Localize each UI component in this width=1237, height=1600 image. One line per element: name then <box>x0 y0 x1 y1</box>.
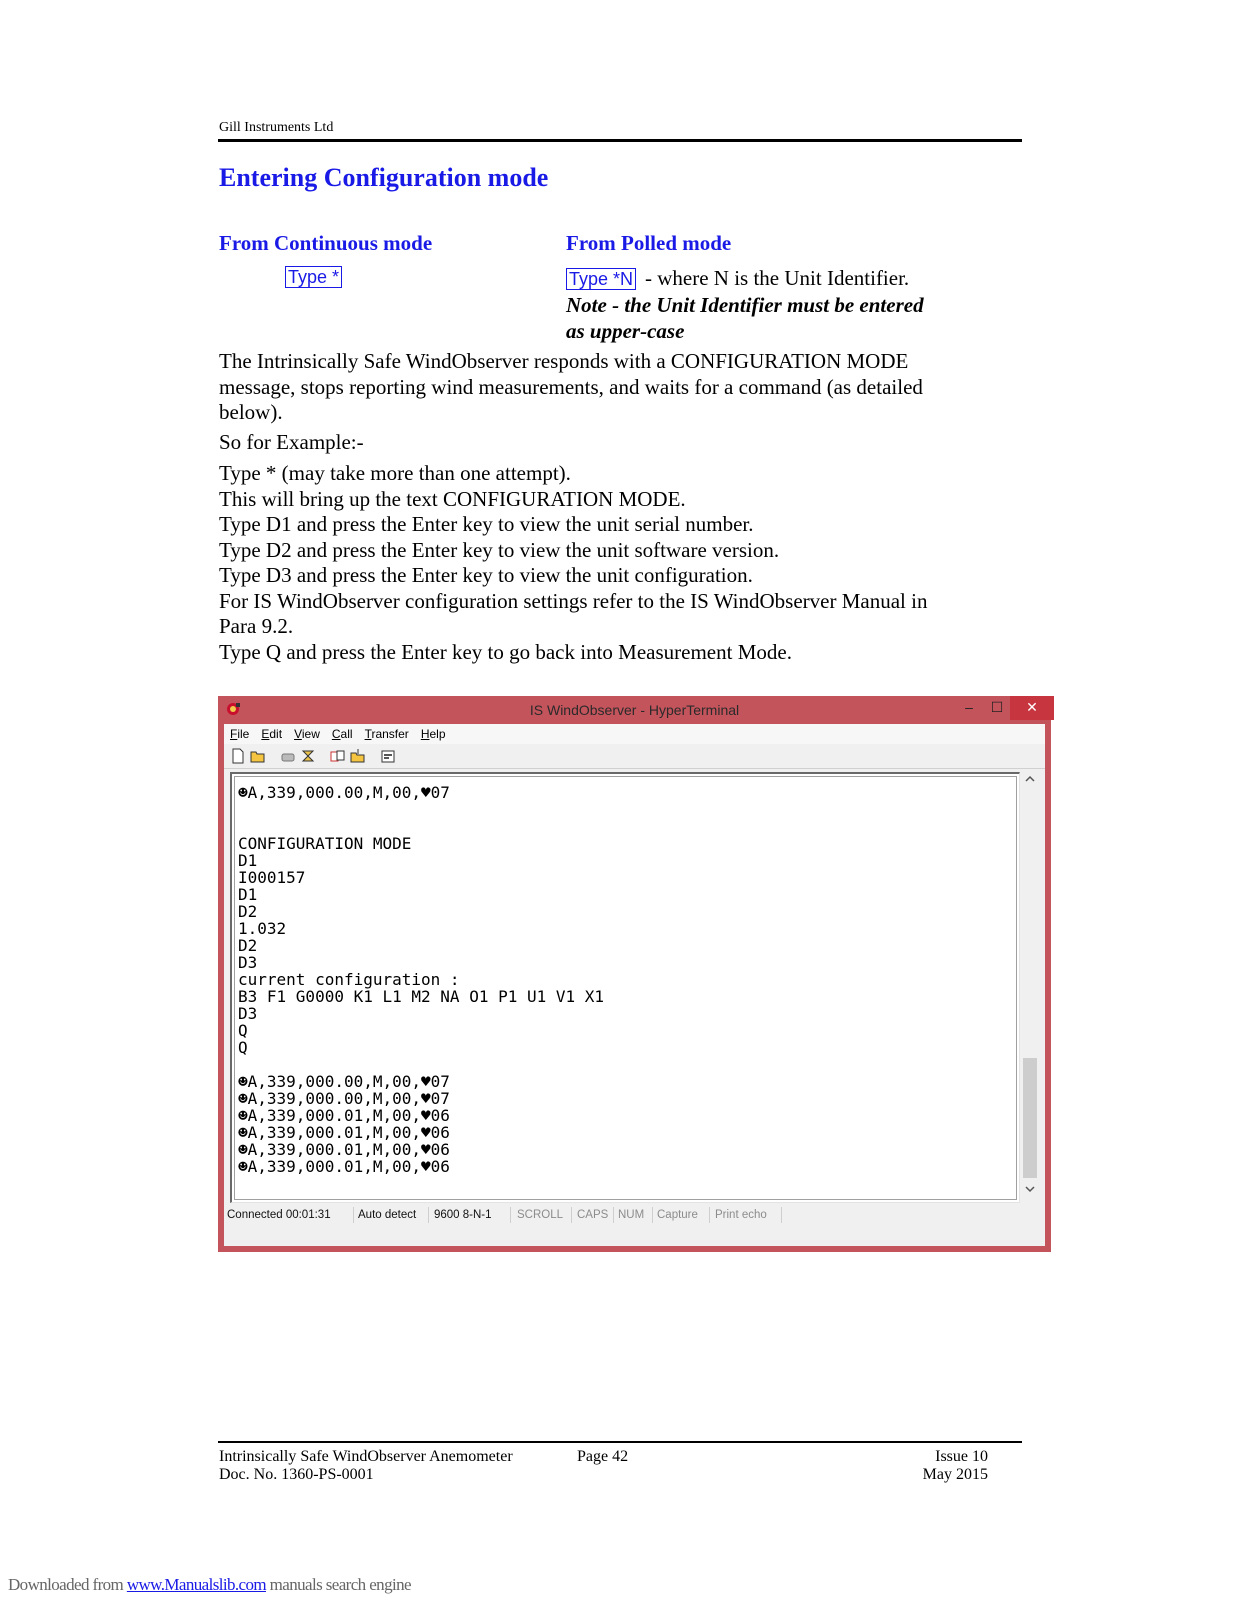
maximize-button[interactable]: ☐ <box>990 699 1004 715</box>
terminal-line <box>238 801 604 818</box>
terminal-line <box>238 818 604 835</box>
window-client-area <box>224 724 1045 1246</box>
footer-product: Intrinsically Safe WindObserver Anemometer <box>219 1448 513 1465</box>
terminal-line: ☻A,339,000.01,M,00,♥06 <box>238 1157 450 1176</box>
example-intro: So for Example:- <box>219 430 364 454</box>
new-icon[interactable] <box>230 748 246 764</box>
step-line: Type D3 and press the Enter key to view the unit configuration. <box>219 563 753 587</box>
header-company: Gill Instruments Ltd <box>219 120 334 135</box>
terminal-line: Q <box>238 1038 248 1057</box>
continuous-heading: From Continuous mode <box>219 231 433 255</box>
step-line: For IS WindObserver configuration settings refer to the IS WindObserver Manual in <box>219 588 928 613</box>
step-line: Para 9.2. <box>219 614 294 638</box>
menu-view[interactable]: View <box>294 727 320 741</box>
steps-list <box>219 461 1019 665</box>
terminal-line: Q <box>238 1021 248 1040</box>
intro-line: The Intrinsically Safe WindObserver responds with a CONFIGURATION MODE <box>219 349 909 373</box>
terminal-line: ☻A,339,000.01,M,00,♥06 <box>238 1123 450 1142</box>
status-connected: Connected 00:01:31 <box>224 1207 354 1223</box>
terminal-line: ☻A,339,000.00,M,00,♥07 <box>238 1089 450 1108</box>
hyperterminal-window <box>218 696 1051 1252</box>
connect-icon[interactable] <box>300 748 316 764</box>
open-icon[interactable] <box>250 748 266 764</box>
polled-command: Type *N <box>566 268 636 290</box>
menu-help[interactable]: Help <box>420 727 446 741</box>
footer-doc-number: Doc. No. 1360-PS-0001 <box>219 1466 374 1483</box>
menu-edit[interactable]: Edit <box>261 727 283 741</box>
continuous-command: Type * <box>285 266 342 288</box>
status-detect: Auto detect <box>355 1207 429 1223</box>
menu-file[interactable]: File <box>230 727 250 741</box>
properties-icon[interactable] <box>380 748 396 764</box>
status-print-echo: Print echo <box>712 1207 782 1223</box>
status-bar <box>224 1204 1045 1226</box>
terminal-line: ☻A,339,000.01,M,00,♥06 <box>238 1106 450 1125</box>
terminal-line: ☻A,339,000.01,M,00,♥06 <box>238 1140 450 1159</box>
terminal-line: CONFIGURATION MODE <box>238 834 412 853</box>
terminal-line: ☻A,339,000.00,M,00,♥07 <box>238 783 450 802</box>
intro-line: message, stops reporting wind measurements, and waits for a command (as detailed <box>219 374 923 399</box>
toolbar <box>224 744 1045 769</box>
page-title: Entering Configuration mode <box>219 163 549 192</box>
terminal-line: D1 <box>238 851 258 870</box>
download-notice: Downloaded from www.Manualslib.com manuals search engine <box>8 1575 411 1594</box>
terminal-display[interactable] <box>230 772 1020 1203</box>
step-line: Type * (may take more than one attempt). <box>219 461 571 485</box>
terminal-line: 1.032 <box>238 919 287 938</box>
status-num: NUM <box>615 1207 653 1223</box>
terminal-output <box>238 784 604 1175</box>
footer-date: May 2015 <box>922 1466 988 1483</box>
intro-paragraph <box>219 349 1019 426</box>
terminal-line: B3 F1 G0000 K1 L1 M2 NA O1 P1 U1 V1 X1 <box>238 987 605 1006</box>
scrollbar-thumb[interactable] <box>1023 1058 1037 1178</box>
terminal-line <box>238 1056 604 1073</box>
terminal-line: D3 <box>238 953 258 972</box>
vertical-scrollbar[interactable] <box>1021 772 1039 1200</box>
window-title: IS WindObserver - HyperTerminal <box>529 702 740 718</box>
step-line: This will bring up the text CONFIGURATION MODE. <box>219 486 686 511</box>
disconnect-icon[interactable] <box>280 748 296 764</box>
terminal-line: current configuration : <box>238 970 460 989</box>
close-button[interactable]: ✕ <box>1010 696 1054 720</box>
status-caps: CAPS <box>574 1207 614 1223</box>
minimize-button[interactable]: – <box>965 699 973 715</box>
menu-call[interactable]: Call <box>331 727 353 741</box>
menu-transfer[interactable]: Transfer <box>364 727 409 741</box>
send-icon[interactable] <box>330 748 346 764</box>
scroll-down-icon[interactable] <box>1021 1182 1039 1200</box>
receive-icon[interactable] <box>350 748 366 764</box>
intro-line: below). <box>219 400 283 424</box>
scroll-up-icon[interactable] <box>1021 772 1039 790</box>
manualslib-link[interactable]: www.Manualslib.com <box>126 1575 267 1594</box>
polled-note-line1: Note - the Unit Identifier must be entered <box>566 293 924 317</box>
footer-rule <box>218 1441 1022 1443</box>
footer-issue: Issue 10 <box>935 1448 988 1465</box>
terminal-line: I000157 <box>238 868 306 887</box>
terminal-line: ☻A,339,000.00,M,00,♥07 <box>238 1072 450 1091</box>
header-rule <box>218 139 1022 142</box>
polled-description: - where N is the Unit Identifier. <box>645 266 910 290</box>
step-line: Type D2 and press the Enter key to view the unit software version. <box>219 537 780 562</box>
polled-note-line2: as upper-case <box>566 319 685 343</box>
step-line: Type Q and press the Enter key to go back into Measurement Mode. <box>219 639 792 664</box>
status-settings: 9600 8-N-1 <box>431 1207 511 1223</box>
terminal-line: D2 <box>238 936 258 955</box>
terminal-line: D3 <box>238 1004 258 1023</box>
status-capture: Capture <box>654 1207 710 1223</box>
footer-page-number: Page 42 <box>577 1448 629 1465</box>
step-line: Type D1 and press the Enter key to view the unit serial number. <box>219 512 754 536</box>
window-titlebar[interactable] <box>218 696 1051 724</box>
terminal-line: D2 <box>238 902 258 921</box>
menu-bar <box>224 724 1045 744</box>
terminal-line: D1 <box>238 885 258 904</box>
polled-heading: From Polled mode <box>566 231 732 255</box>
status-scroll: SCROLL <box>514 1207 572 1223</box>
